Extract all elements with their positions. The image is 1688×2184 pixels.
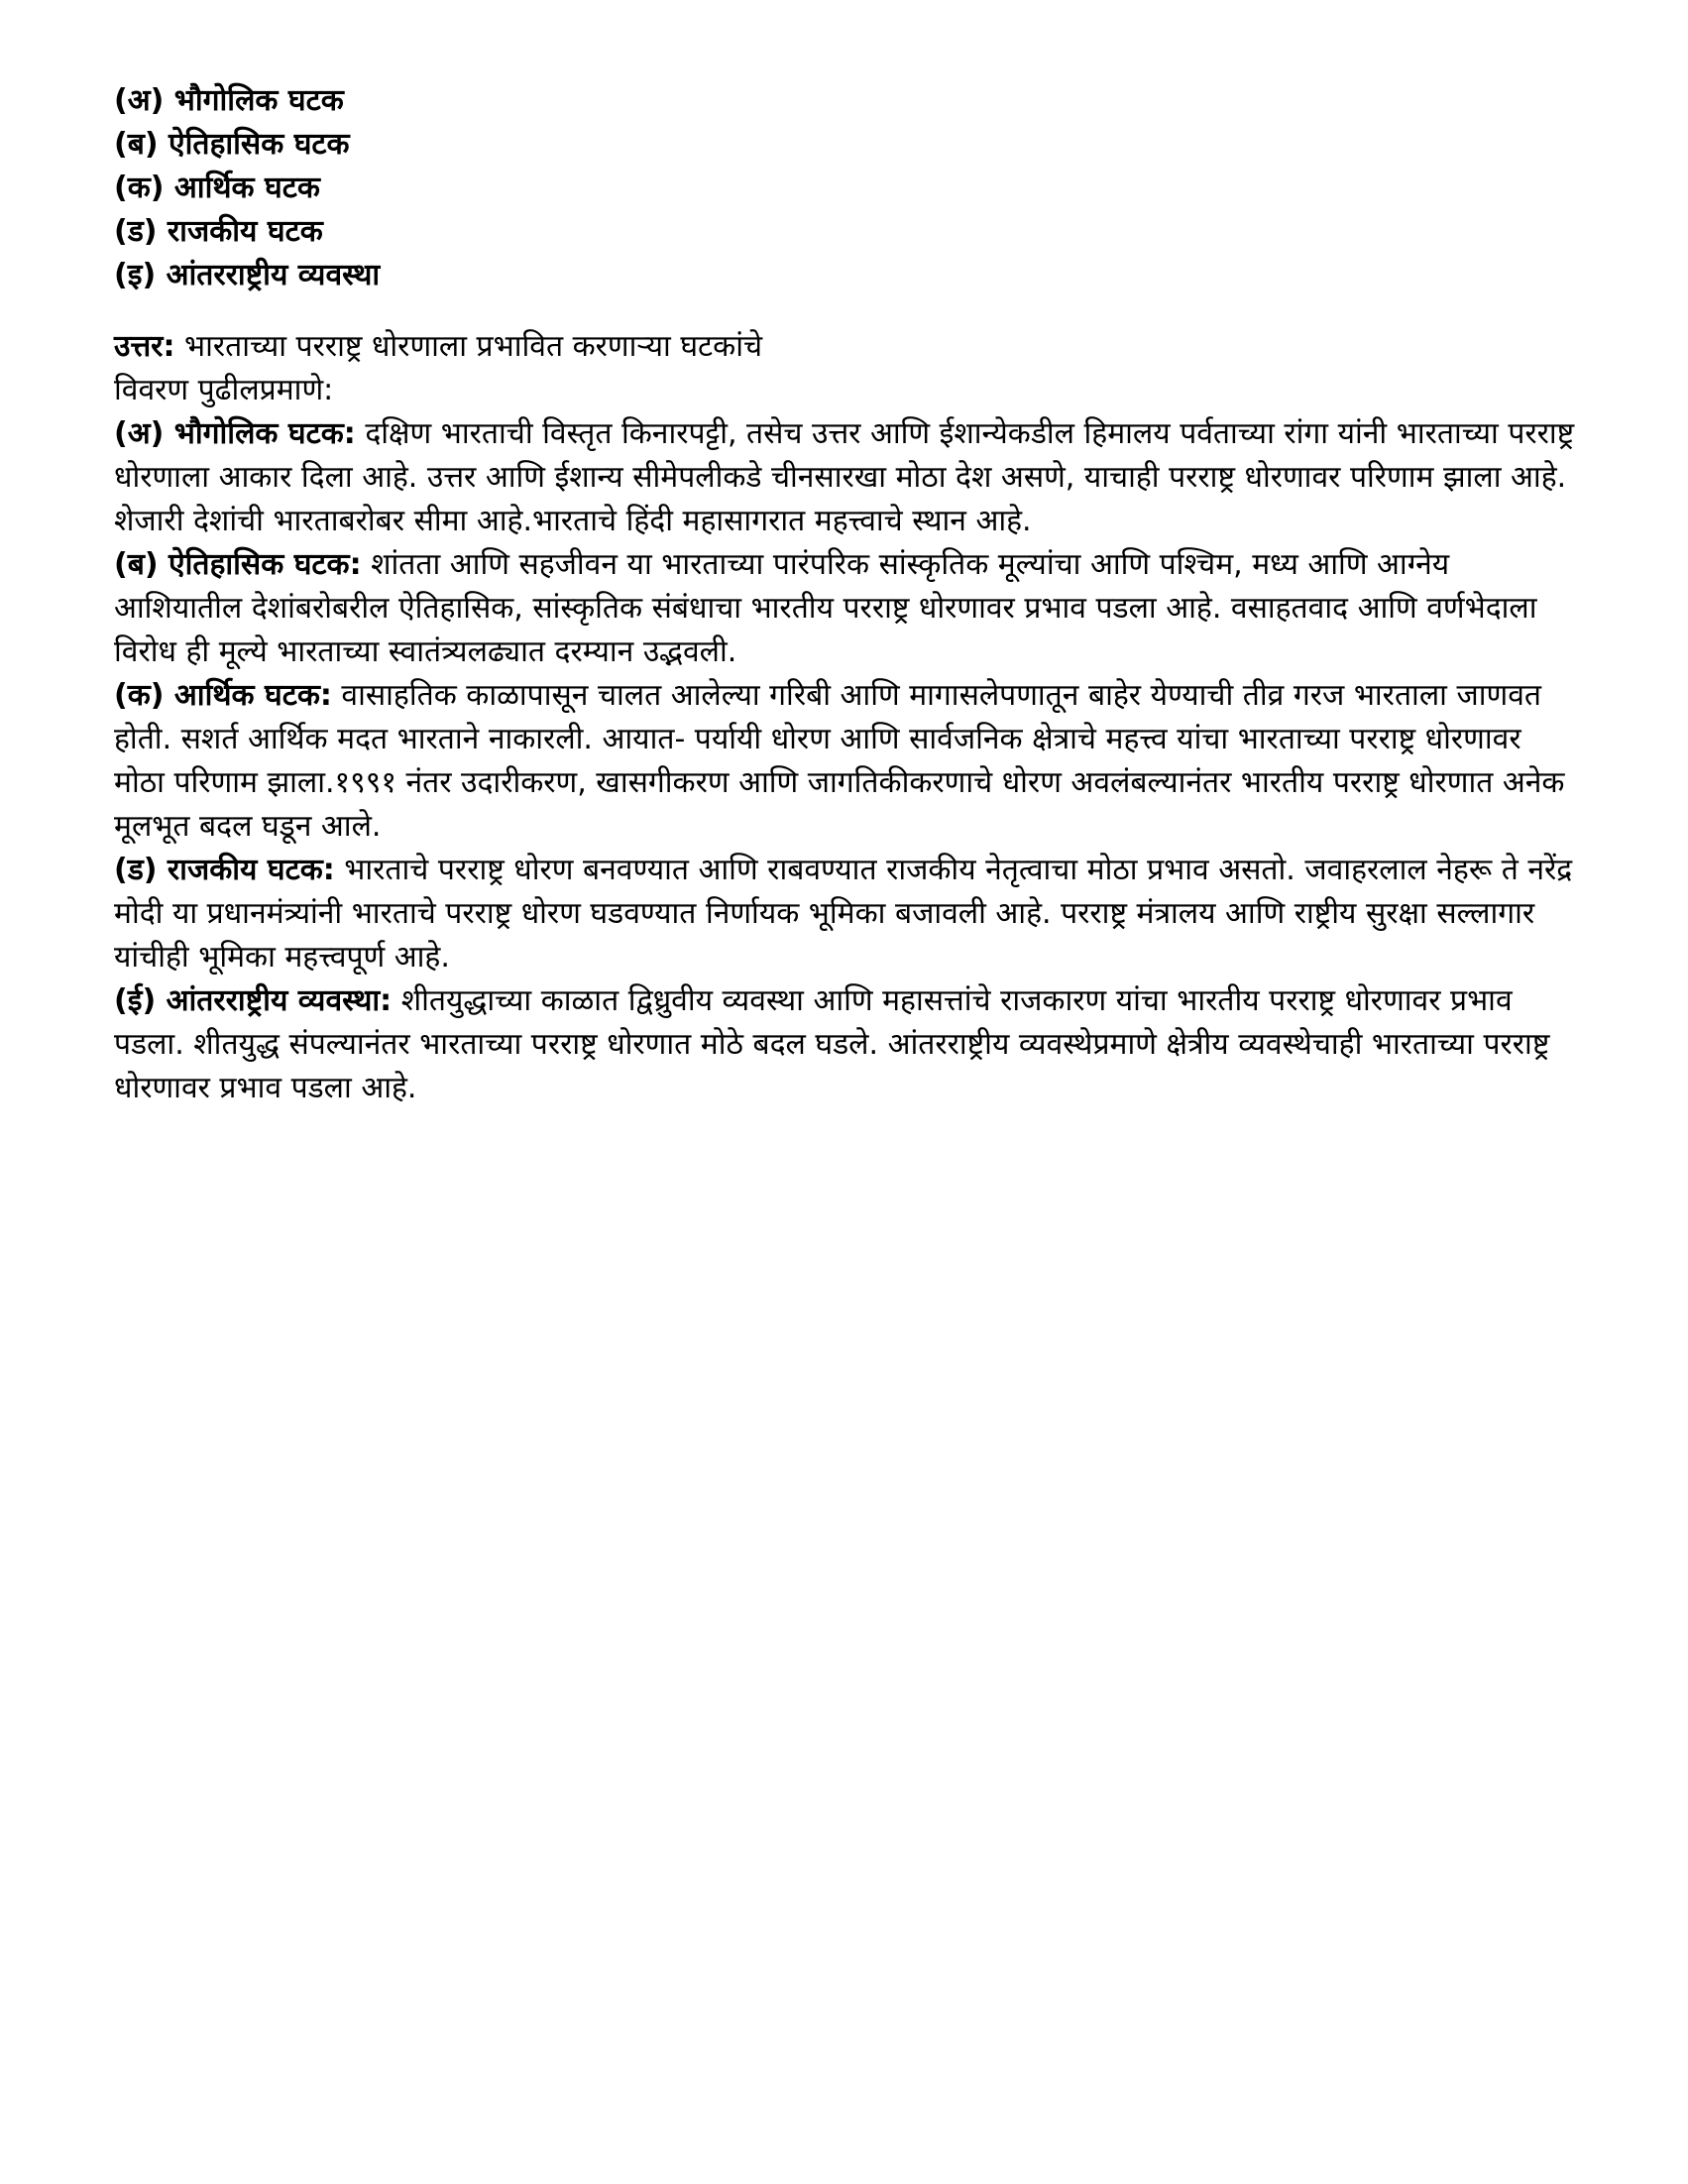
- document-page: [114, 79, 1581, 1110]
- answer-section-historical: [114, 543, 1581, 674]
- answer-section-political: [114, 849, 1581, 979]
- answer-section-economic: [114, 674, 1581, 849]
- section-heading: (क) आर्थिक घटक:: [114, 678, 332, 713]
- answer-intro: [114, 325, 1581, 412]
- section-text: दक्षिण भारताची विस्तृत किनारपट्टी, तसेच उत्तर आणि ईशान्येकडील हिमालय पर्वताच्या रांगा यांनी भारताच्या परराष्ट्र धोरणाला आकार दिला आहे. उत्तर आणि ईशान्य सीमेपलीकडे चीनसारखा मोठा देश असणे, याचाही परराष्ट्र धोरणावर परिणाम झाला आहे. शेजारी देशांची भारताबरोबर सीमा आहे.भारताचे हिंदी महासागरात महत्त्वाचे स्थान आहे.: [114, 416, 1575, 538]
- answer-section-geographic: [114, 412, 1581, 543]
- section-heading: (ड) राजकीय घटक:: [114, 853, 335, 887]
- section-text: शांतता आणि सहजीवन या भारताच्या पारंपरिक सांस्कृतिक मूल्यांचा आणि पश्चिम, मध्य आणि आग्नेय आशियातील देशांबरोबरील ऐतिहासिक, सांस्कृतिक संबंधाचा भारतीय परराष्ट्र धोरणावर प्रभाव पडला आहे. वसाहतवाद आणि वर्णभेदाला विरोध ही मूल्ये भारताच्या स्वातंत्र्यलढ्यात दरम्यान उद्भवली.: [114, 547, 1537, 669]
- section-text: भारताचे परराष्ट्र धोरण बनवण्यात आणि राबवण्यात राजकीय नेतृत्वाचा मोठा प्रभाव असतो. जवाहरलाल नेहरू ते नरेंद्र मोदी या प्रधानमंत्र्यांनी भारताचे परराष्ट्र धोरण घडवण्यात निर्णायक भूमिका बजावली आहे. परराष्ट्र मंत्रालय आणि राष्ट्रीय सुरक्षा सल्लागार यांचीही भूमिका महत्त्वपूर्ण आहे.: [114, 853, 1573, 975]
- section-text: शीतयुद्धाच्या काळात द्विध्रुवीय व्यवस्था आणि महासत्तांचे राजकारण यांचा भारतीय परराष्ट्र धोरणावर प्रभाव पडला. शीतयुद्ध संपल्यानंतर भारताच्या परराष्ट्र धोरणात मोठे बदल घडले. आंतरराष्ट्रीय व्यवस्थेप्रमाणे क्षेत्रीय व्यवस्थेचाही भारताच्या परराष्ट्र धोरणावर प्रभाव पडला आहे.: [114, 983, 1550, 1105]
- option-item: (ड) राजकीय घटक: [114, 214, 323, 249]
- section-text: वासाहतिक काळापासून चालत आलेल्या गरिबी आणि मागासलेपणातून बाहेर येण्याची तीव्र गरज भारताला जाणवत होती. सशर्त आर्थिक मदत भारताने नाकारली. आयात- पर्यायी धोरण आणि सार्वजनिक क्षेत्राचे महत्त्व यांचा भारताच्या परराष्ट्र धोरणावर मोठा परिणाम झाला.१९९१ नंतर उदारीकरण, खासगीकरण आणि जागतिकीकरणाचे धोरण अवलंबल्यानंतर भारतीय परराष्ट्र धोरणात अनेक मूलभूत बदल घडून आले.: [114, 678, 1565, 844]
- option-item: (क) आर्थिक घटक: [114, 171, 320, 205]
- question-options: [114, 79, 1581, 297]
- section-heading: (ई) आंतरराष्ट्रीय व्यवस्था:: [114, 983, 393, 1018]
- option-item: (अ) भौगोलिक घटक: [114, 83, 344, 118]
- answer-intro-line1: भारताच्या परराष्ट्र धोरणाला प्रभावित करणाऱ्या घटकांचे: [174, 329, 763, 364]
- option-item: (ब) ऐतिहासिक घटक: [114, 127, 350, 162]
- answer-section-international: [114, 979, 1581, 1110]
- answer-intro-line2: विवरण पुढीलप्रमाणे:: [114, 373, 334, 407]
- section-heading: (अ) भौगोलिक घटक:: [114, 416, 356, 451]
- answer-label: उत्तर:: [114, 329, 175, 364]
- answer-block: [114, 325, 1581, 1110]
- section-heading: (ब) ऐतिहासिक घटक:: [114, 547, 362, 582]
- option-item: (इ) आंतरराष्ट्रीय व्यवस्था: [114, 258, 381, 292]
